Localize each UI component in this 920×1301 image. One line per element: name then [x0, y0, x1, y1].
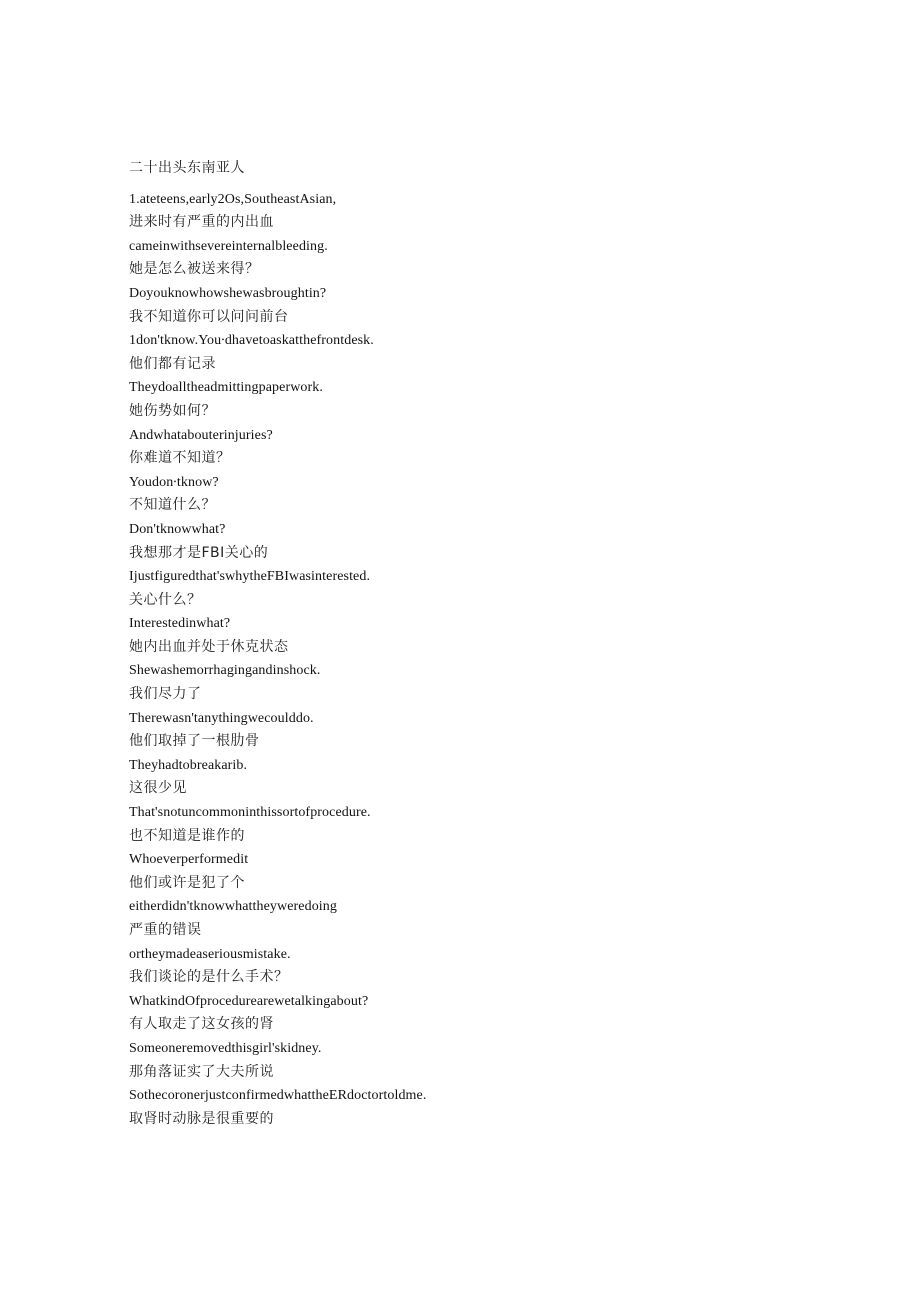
text-line: ortheymadeaseriousmistake. — [129, 946, 291, 962]
text-line: 有人取走了这女孩的肾 — [129, 1016, 274, 1033]
text-line: Ijustfiguredthat'swhytheFBIwasinterested. — [129, 569, 371, 585]
text-line: 严重的错误 — [129, 922, 202, 938]
text-line: 关心什么？ — [129, 591, 202, 608]
text-line: 这很少见 — [129, 780, 187, 797]
text-line: 她内出血并处于休克状态 — [129, 638, 289, 655]
text-line: SothecoronerjustconfirmedwhattheERdoctortoldme. — [129, 1088, 427, 1104]
text-line: 也不知道是谁作的 — [129, 827, 245, 844]
text-line: 他们取掉了一根肋骨 — [129, 733, 260, 750]
text-line: 进来时有严重的内出血 — [129, 214, 274, 231]
text-line: Theyhadtobreakarib. — [129, 757, 248, 773]
transcript-text — [129, 157, 829, 1131]
text-line: 他们都有记录 — [129, 355, 216, 372]
text-line: Theydoalltheadmittingpaperwork. — [129, 380, 323, 396]
text-line: cameinwithsevereinternalbleeding. — [129, 238, 328, 254]
text-line: Therewasn'tanythingwecoulddo. — [129, 710, 314, 726]
text-line: Don'tknowwhat? — [129, 521, 226, 537]
text-line: Doyouknowhowshewasbroughtin? — [129, 285, 327, 301]
text-line: 不知道什么？ — [129, 497, 216, 514]
text-line: 二十出头东南亚人 — [129, 160, 245, 176]
text-line: 我们尽力了 — [129, 686, 202, 703]
text-line: 那角落证实了大夫所说 — [129, 1063, 274, 1080]
text-line: Shewashemorrhagingandinshock. — [129, 663, 321, 679]
text-line: 她伤势如何？ — [129, 402, 216, 419]
text-line: eitherdidn'tknowwhattheyweredoing — [129, 899, 337, 915]
text-line: 他们或许是犯了个 — [129, 874, 245, 891]
text-line: 1don'tknow.You∙dhavetoaskatthefrontdesk. — [129, 333, 374, 349]
text-line: 取肾时动脉是很重要的 — [129, 1110, 274, 1127]
text-line: Youdon∙tknow? — [129, 474, 219, 490]
text-line: Interestedinwhat? — [129, 616, 231, 632]
text-line: WhatkindOfprocedurearewetalkingabout? — [129, 993, 369, 1009]
text-line: 你难道不知道？ — [129, 450, 231, 467]
text-line: Andwhatabouterinjuries? — [129, 427, 273, 443]
text-line: That'snotuncommoninthissortofprocedure. — [129, 805, 371, 821]
text-line: 我不知道你可以问问前台 — [129, 308, 289, 325]
text-line: Whoeverperformedit — [129, 852, 249, 868]
text-line: Someoneremovedthisgirl'skidney. — [129, 1040, 322, 1056]
text-line: 我们谈论的是什么手术？ — [129, 969, 289, 986]
text-line: 她是怎么被送来得？ — [129, 261, 260, 278]
text-line: 我想那才是FBI关心的 — [129, 544, 269, 561]
text-line: 1.ateteens,early2Os,SoutheastAsian, — [129, 191, 337, 207]
